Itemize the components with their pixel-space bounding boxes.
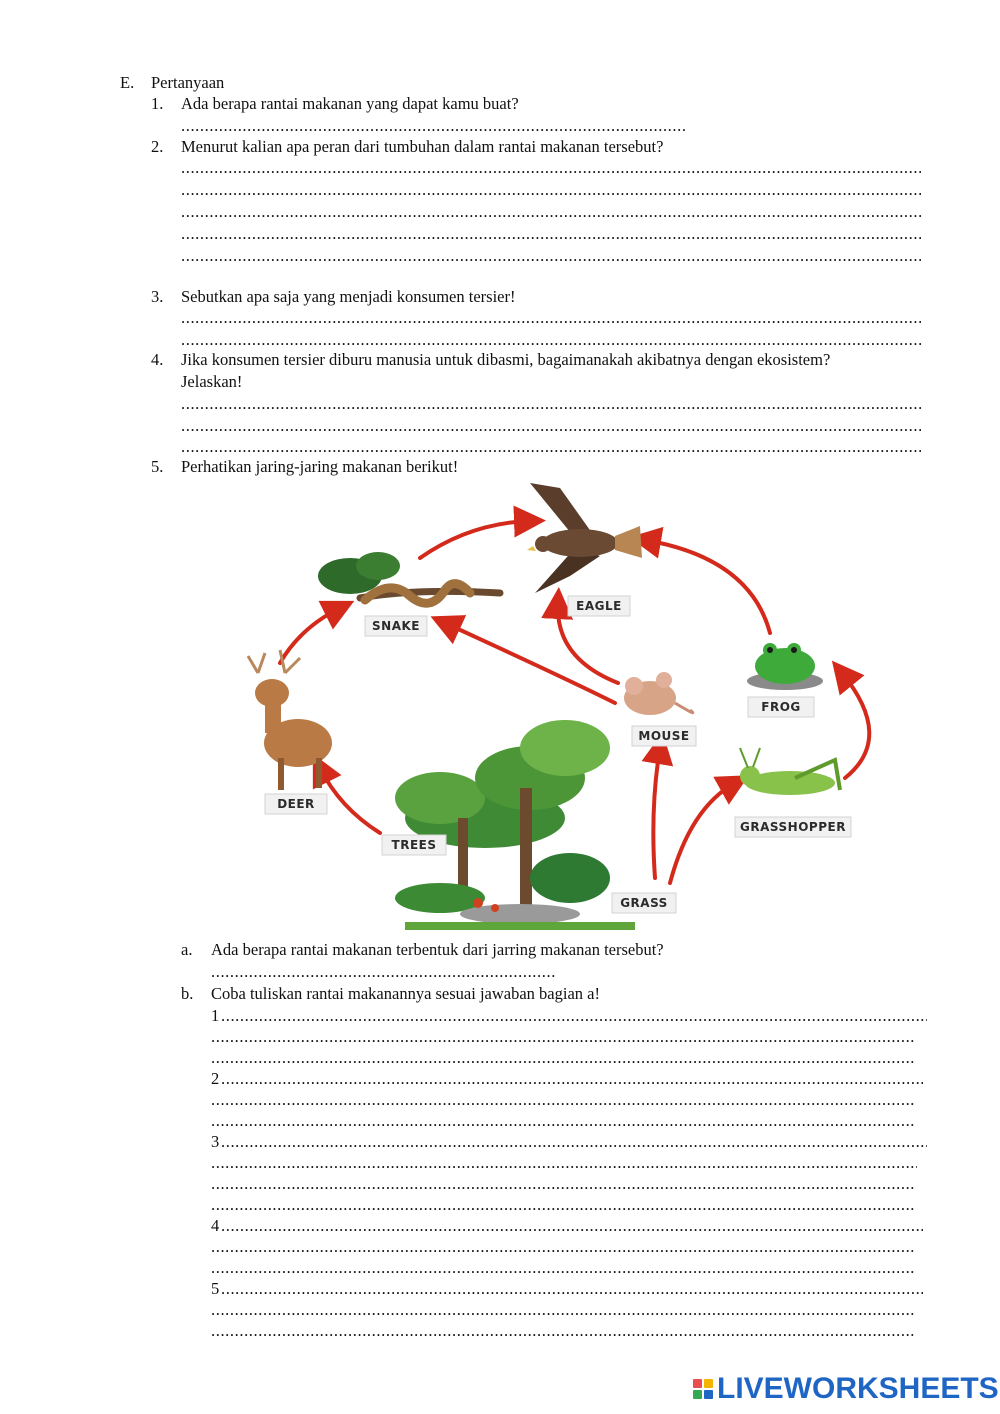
- chain-answer-line[interactable]: [221, 1132, 927, 1152]
- snake-illustration: [318, 552, 500, 603]
- chain-number: 1: [211, 1006, 220, 1025]
- label-deer-text: DEER: [277, 797, 315, 811]
- chain-number: 2: [211, 1069, 220, 1088]
- label-trees-text: TREES: [391, 838, 437, 852]
- label-snake: [365, 616, 427, 636]
- chain-answer-line[interactable]: [211, 1027, 915, 1047]
- label-eagle-text: EAGLE: [576, 599, 622, 613]
- label-frog-text: FROG: [761, 700, 801, 714]
- arrow-frog-to-eagle: [645, 540, 770, 633]
- logo-mark-icon: [693, 1379, 713, 1399]
- chain-answer-line[interactable]: [221, 1279, 923, 1299]
- grasshopper-illustration: [740, 748, 840, 795]
- q4-answer-line[interactable]: [181, 416, 921, 436]
- chain-number: 5: [211, 1279, 220, 1298]
- section-letter: E.: [120, 73, 135, 92]
- q4-answer-line[interactable]: [181, 437, 921, 457]
- q4-text-continued: Jelaskan!: [181, 372, 243, 391]
- label-grass: [612, 893, 676, 913]
- chain-answer-line[interactable]: [211, 1111, 915, 1131]
- q1-number: 1.: [151, 94, 164, 113]
- arrow-deer-to-snake: [280, 608, 340, 663]
- label-trees: [382, 835, 446, 855]
- q2-answer-line[interactable]: [181, 180, 921, 200]
- q3-answer-line[interactable]: [181, 330, 921, 350]
- chain-answer-line[interactable]: [211, 1300, 915, 1320]
- q2-answer-line[interactable]: [181, 246, 921, 266]
- q2-answer-line[interactable]: [181, 158, 921, 178]
- label-mouse-text: MOUSE: [638, 729, 690, 743]
- chain-number: 3: [211, 1132, 220, 1151]
- chain-answer-line[interactable]: [211, 1090, 915, 1110]
- food-web-diagram: [230, 478, 890, 934]
- trees-illustration: [395, 720, 635, 930]
- sub-b-letter: b.: [181, 984, 194, 1003]
- chain-answer-line[interactable]: [211, 1258, 915, 1278]
- logo-text: LIVEWORKSHEETS: [717, 1372, 999, 1405]
- sub-a-letter: a.: [181, 940, 193, 959]
- label-snake-text: SNAKE: [372, 619, 420, 633]
- q1-text: Ada berapa rantai makanan yang dapat kamu buat?: [181, 94, 519, 113]
- logo-square: [704, 1379, 713, 1388]
- mouse-illustration: [624, 672, 693, 715]
- frog-illustration: [747, 643, 823, 690]
- deer-illustration: [248, 650, 332, 790]
- q2-answer-line[interactable]: [181, 202, 921, 222]
- q4-text: Jika konsumen tersier diburu manusia untuk dibasmi, bagaimanakah akibatnya dengan ekosistem?: [181, 350, 831, 369]
- label-deer: [265, 794, 327, 814]
- logo-square: [704, 1390, 713, 1399]
- chain-number: 4: [211, 1216, 220, 1235]
- liveworksheets-logo: [693, 1374, 999, 1404]
- label-mouse: [632, 726, 696, 746]
- arrow-grass-to-mouse: [653, 748, 660, 878]
- arrow-mouse-to-snake: [445, 623, 615, 703]
- arrow-grasshopper-to-frog: [842, 673, 869, 778]
- q2-text: Menurut kalian apa peran dari tumbuhan dalam rantai makanan tersebut?: [181, 137, 664, 156]
- q2-number: 2.: [151, 137, 164, 156]
- sub-a-answer-line[interactable]: [211, 962, 556, 982]
- sub-a-text: Ada berapa rantai makanan terbentuk dari jarring makanan tersebut?: [211, 940, 664, 959]
- q3-text: Sebutkan apa saja yang menjadi konsumen tersier!: [181, 287, 516, 306]
- label-eagle: [568, 596, 630, 616]
- chain-answer-line[interactable]: [211, 1237, 915, 1257]
- chain-answer-line[interactable]: [221, 1216, 923, 1236]
- label-grasshopper: [735, 817, 851, 837]
- label-grasshopper-text: GRASSHOPPER: [740, 820, 846, 834]
- q3-answer-line[interactable]: [181, 308, 921, 328]
- logo-square: [693, 1390, 702, 1399]
- chain-answer-line[interactable]: [221, 1069, 923, 1089]
- q5-number: 5.: [151, 457, 164, 476]
- arrow-grass-to-grasshopper: [670, 783, 735, 883]
- q3-number: 3.: [151, 287, 164, 306]
- arrow-snake-to-eagle: [420, 521, 530, 558]
- sub-b-text: Coba tuliskan rantai makanannya sesuai jawaban bagian a!: [211, 984, 600, 1003]
- chain-answer-line[interactable]: [221, 1006, 927, 1026]
- q4-answer-line[interactable]: [181, 394, 921, 414]
- chain-answer-line[interactable]: [211, 1153, 917, 1173]
- q2-answer-line[interactable]: [181, 224, 921, 244]
- eagle-illustration: [527, 483, 642, 593]
- chain-answer-line[interactable]: [211, 1174, 915, 1194]
- label-grass-text: GRASS: [620, 896, 668, 910]
- label-frog: [748, 697, 814, 717]
- arrow-trees-to-deer: [320, 768, 380, 833]
- q5-text: Perhatikan jaring-jaring makanan berikut!: [181, 457, 459, 476]
- chain-answer-line[interactable]: [211, 1195, 915, 1215]
- chain-answer-line[interactable]: [211, 1048, 915, 1068]
- q4-number: 4.: [151, 350, 164, 369]
- logo-square: [693, 1379, 702, 1388]
- q1-answer-line[interactable]: [181, 116, 686, 136]
- chain-answer-line[interactable]: [211, 1321, 915, 1341]
- section-title: Pertanyaan: [151, 73, 225, 92]
